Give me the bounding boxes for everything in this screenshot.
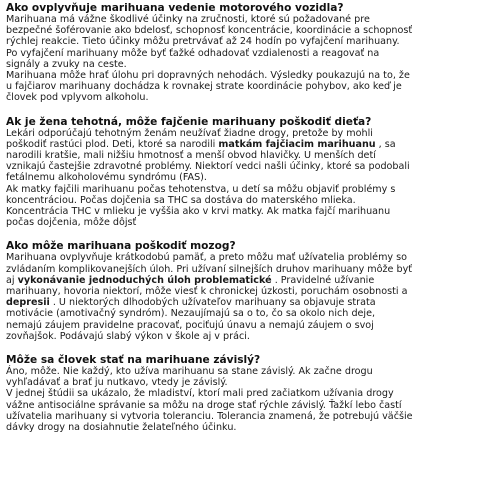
text-run: zovňajšok. Podávajú slabý výkon v škole aj v práci. (6, 330, 250, 342)
text-line (6, 422, 471, 433)
text-run: aj (6, 274, 18, 286)
section-heading: Ak je žena tehotná, môže fajčenie marihuany poškodiť dieťa? (6, 115, 372, 128)
text-line (6, 388, 471, 399)
text-run: nemajú záujem pravidelne pracovať, pociťujú únavu a nemajú záujem o svoj (6, 319, 374, 331)
text-line (6, 366, 471, 377)
text-line (6, 195, 471, 206)
bold-text: depresii (6, 297, 50, 309)
text-line (6, 70, 471, 81)
text-run: V jednej štúdii sa ukázalo, že mladiství, ktorí mali pred začiatkom užívania drogy (6, 388, 394, 400)
text-line (6, 217, 471, 228)
section-heading: Ako ovplyvňuje marihuana vedenie motorového vozidla? (6, 2, 344, 14)
text-run: . Pravidelné užívanie (271, 274, 375, 286)
text-line (6, 92, 471, 103)
text-line (6, 81, 471, 92)
text-run: Lekári odporúčajú tehotným ženám neužívať žiadne drogy, pretože by mohli (6, 127, 373, 139)
text-line (6, 14, 471, 25)
text-run: bezpečné šoférovanie ako bdelosť, schopnosť koncentrácie, koordinácie a schopnosť (6, 25, 413, 37)
text-run: Ak matky fajčili marihuanu počas tehotenstva, u detí sa môžu objaviť problémy s (6, 183, 396, 195)
section-paragraph (6, 14, 471, 104)
text-line (6, 297, 471, 308)
text-line (6, 264, 471, 275)
text-run: signály a zvuky na ceste. (6, 58, 127, 70)
text-line (6, 172, 471, 183)
text-run: Po vyfajčení marihuany môže byť ťažké odhadovať vzdialenosti a reagovať na (6, 47, 380, 59)
section-heading: Ako môže marihuana poškodiť mozog? (6, 240, 236, 253)
text-line (6, 400, 471, 411)
article-section (6, 2, 471, 104)
text-run: koncentráciou. Počas dojčenia sa THC sa dostáva do materského mlieka. (6, 194, 356, 206)
text-run: rýchlej reakcie. Tieto účinky môžu pretrvávať až 24 hodín po vyfajčení marihuany. (6, 36, 400, 48)
text-run: marihuany, hovoria niektorí, môže viesť k chronickej úzkosti, poruchám osobnosti a (6, 286, 408, 298)
text-run: Koncentrácia THC v mlieku je vyššia ako v krvi matky. Ak matka fajčí marihuanu (6, 206, 391, 218)
text-line (6, 411, 471, 422)
text-run: zvládaním komplikovanejších úloh. Pri užívaní silnejších druhov marihuany môže byť (6, 263, 413, 275)
text-line (6, 308, 471, 319)
text-line (6, 128, 471, 139)
text-line (6, 139, 471, 150)
text-line (6, 275, 471, 286)
article-section (6, 354, 471, 433)
text-line (6, 59, 471, 70)
text-line (6, 320, 471, 331)
text-line (6, 286, 471, 297)
text-run: narodili kratšie, mali nižšiu hmotnosť a menší obvod hlavičky. U menších detí (6, 150, 376, 162)
article-section (6, 116, 471, 229)
text-run: u fajčiarov marihuany dochádza k rovnakej strate koordinácie pohybov, ako keď je (6, 81, 402, 93)
text-run: poškodiť rastúci plod. Deti, ktoré sa narodili (6, 138, 219, 150)
section-paragraph (6, 128, 471, 229)
text-run: vyhľadávať a brať ju nutkavo, vtedy je závislý. (6, 377, 228, 389)
text-line (6, 161, 471, 172)
bold-text: vykonávanie jednoduchých úloh problematické (17, 274, 272, 286)
text-line (6, 252, 471, 263)
article-section (6, 240, 471, 342)
text-run: fetálnemu alkoholovému syndrómu (FAS). (6, 172, 207, 184)
text-run: človek pod vplyvom alkoholu. (6, 92, 149, 104)
text-run: , sa (375, 138, 396, 150)
text-line (6, 48, 471, 59)
text-line (6, 206, 471, 217)
text-run: počas dojčenia, môže dôjsť (6, 217, 137, 229)
text-run: dávky drogy na dosiahnutie želateľného účinku. (6, 422, 237, 434)
text-run: vážne antisociálne správanie sa môžu na droge stať rýchle závislý. Ťažkí lebo častí (6, 399, 402, 411)
text-run: vznikajú častejšie zdravotné problémy. Niektorí vedci našli účinky, ktoré sa podobali (6, 161, 410, 173)
text-run: . U niektorých dlhodobých užívateľov marihuany sa objavuje strata (49, 297, 376, 309)
section-paragraph (6, 366, 471, 433)
section-paragraph (6, 252, 471, 342)
section-heading: Môže sa človek stať na marihuane závislý? (6, 354, 261, 367)
bold-text: matkám fajčiacim marihuanu (218, 138, 376, 150)
text-line (6, 377, 471, 388)
text-line (6, 184, 471, 195)
text-line (6, 331, 471, 342)
text-run: užívatelia marihuany si vytvoria toleranciu. Tolerancia znamená, že potrebujú väčšie (6, 410, 413, 422)
text-line (6, 150, 471, 161)
text-run: motivácie (amotivačný syndróm). Nezaujímajú sa o to, čo sa okolo nich deje, (6, 308, 376, 320)
text-line (6, 25, 471, 36)
text-line (6, 36, 471, 47)
text-run: Marihuana má vážne škodlivé účinky na zručnosti, ktoré sú požadované pre (6, 14, 370, 25)
text-run: Marihuana môže hrať úlohu pri dopravných nehodách. Výsledky poukazujú na to, že (6, 70, 410, 82)
text-run: Marihuana ovplyvňuje krátkodobú pamäť, a preto môžu mať užívatelia problémy so (6, 252, 408, 264)
text-run: Áno, môže. Nie každý, kto užíva marihuanu sa stane závislý. Ak začne drogu (6, 366, 373, 378)
